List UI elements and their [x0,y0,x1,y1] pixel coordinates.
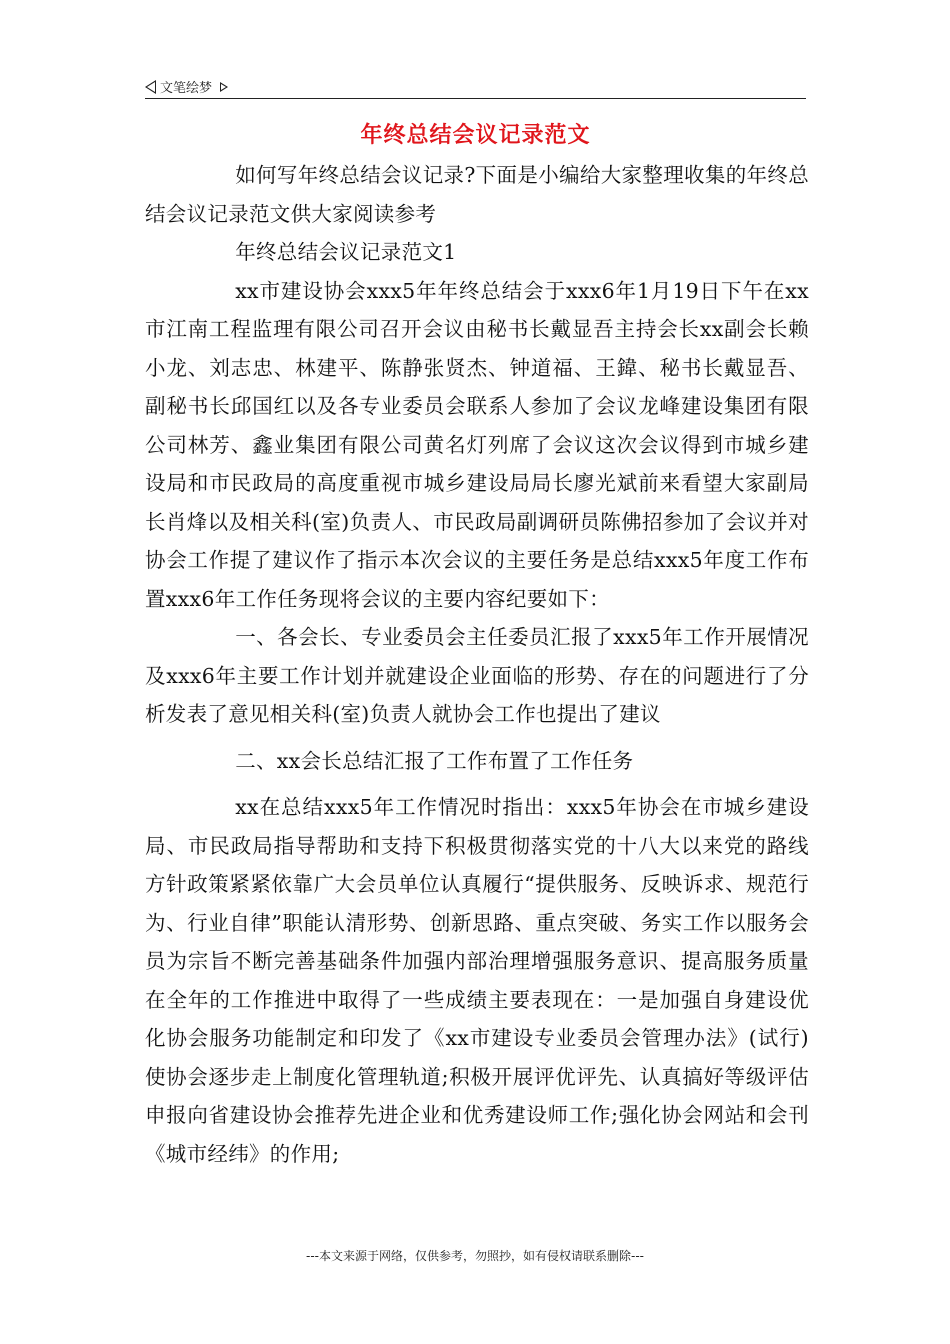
right-triangle-icon [220,82,228,92]
page-footer: ---本文来源于网络，仅供参考，勿照抄，如有侵权请联系删除--- [306,1249,644,1263]
header-brand-label: 文笔绘梦 [160,81,213,96]
document-title: 年终总结会议记录范文 [360,123,591,148]
header-brand [145,77,228,96]
body-paragraph: xx市建设协会xxx5年年终总结会于xxx6年1月19日下午在xx市江南工程监理有限公司召开会议由秘书长戴显吾主持会长xx副会长赖小龙、刘志忠、林建平、陈静张贤杰、钟道福、王鍏、秘书长戴显吾、副秘书长邱国红以及各专业委员会联系人参加了会议龙峰建设集团有限公司林芳、鑫业集团有限公司黄名灯列席了会议这次会议得到市城乡建设局和市民政局的高度重视市城乡建设局局长廖光斌前来看望大家副局长肖烽以及相关科(室)负责人、市民政局副调研员陈佛招参加了会议并对协会工作提了建议作了指示本次会议的主要任务是总结xxx5年度工作布置xxx6年工作任务现将会议的主要内容纪要如下： [145,278,809,611]
intro-paragraph: 如何写年终总结会议记录?下面是小编给大家整理收集的年终总结会议记录范文供大家阅读参考 [145,163,809,226]
body-paragraph: 一、各会长、专业委员会主任委员汇报了xxx5年工作开展情况及xxx6年主要工作计划并就建设企业面临的形势、存在的问题进行了分析发表了意见相关科(室)负责人就协会工作也提出了建议 [145,625,809,726]
left-triangle-icon [145,80,156,94]
document-body [145,156,809,1173]
body-paragraph: 二、xx会长总结汇报了工作布置了工作任务 [235,748,634,773]
body-paragraph: xx在总结xxx5年工作情况时指出：xxx5年协会在市城乡建设局、市民政局指导帮助和支持下积极贯彻落实党的十八大以来党的路线方针政策紧紧依靠广大会员单位认真履行“提供服务、反映诉求、规范行为、行业自律”职能认清形势、创新思路、重点突破、务实工作以服务会员为宗旨不断完善基础条件加强内部治理增强服务意识、提高服务质量在全年的工作推进中取得了一些成绩主要表现在：一是加强自身建设优化协会服务功能制定和印发了《xx市建设专业委员会管理办法》(试行)使协会逐步走上制度化管理轨道;积极开展评优评先、认真搞好等级评估申报向省建设协会推荐先进企业和优秀建设师工作;强化协会网站和会刊《城市经纬》的作用; [145,795,809,1166]
section-heading: 年终总结会议记录范文1 [235,240,457,264]
page-header [145,74,806,99]
